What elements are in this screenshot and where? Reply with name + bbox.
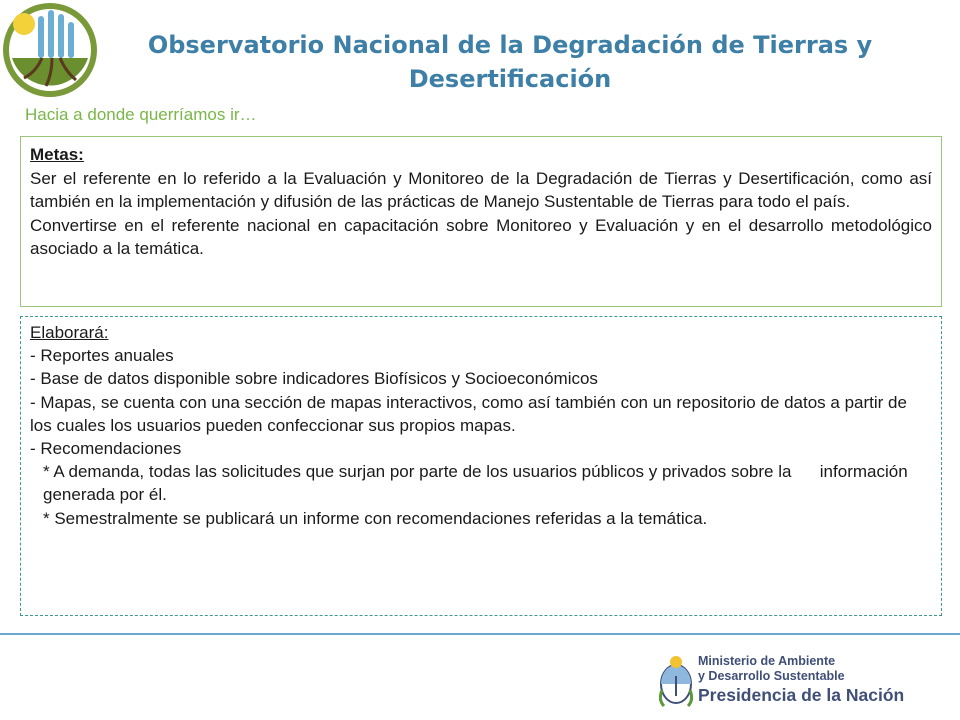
elaborara-heading: Elaborará: bbox=[30, 323, 109, 342]
page-title: Observatorio Nacional de la Degradación de Tierras y Desertificación bbox=[147, 31, 873, 93]
list-item: - Recomendaciones bbox=[30, 439, 182, 459]
list-item: - Mapas, se cuenta con una sección de mapas interactivos, como así también con un repositorio de datos a partir de los cuales los usuarios pueden confeccionar sus propios mapas. bbox=[30, 392, 907, 435]
list-item: * Semestralmente se publicará un informe con recomendaciones referidas a la temática. bbox=[43, 508, 708, 528]
list-item: - Reportes anuales bbox=[30, 346, 174, 366]
coat-of-arms-icon bbox=[656, 652, 696, 708]
metas-box bbox=[20, 136, 942, 307]
footer-divider bbox=[0, 633, 960, 635]
page-subtitle: Hacia a donde querríamos ir… bbox=[25, 105, 257, 124]
list-item: * A demanda, todas las solicitudes que surjan por parte de los usuarios públicos y privados sobre la información generada por él. bbox=[43, 462, 913, 505]
observatorio-logo-icon bbox=[2, 2, 98, 98]
ministry-name-line-2: y Desarrollo Sustentable bbox=[698, 669, 845, 683]
footer-ministry bbox=[656, 652, 946, 710]
presidency-name: Presidencia de la Nación bbox=[698, 685, 905, 705]
metas-paragraph-1: Ser el referente en lo referido a la Evaluación y Monitoreo de la Degradación de Tierras y Desertificación, como así también en la implementación y difusión de las prácticas de Manejo Sustentable de Tierras para todo el país. bbox=[30, 168, 932, 211]
ministry-name-line-1: Ministerio de Ambiente bbox=[698, 654, 836, 668]
metas-paragraph-2: Convertirse en el referente nacional en capacitación sobre Monitoreo y Evaluación y en el desarrollo metodológico asociado a la temática. bbox=[30, 215, 932, 258]
elaborara-box bbox=[20, 316, 942, 616]
list-item: - Base de datos disponible sobre indicadores Biofísicos y Socioeconómicos bbox=[30, 369, 598, 389]
metas-heading: Metas: bbox=[30, 145, 84, 164]
